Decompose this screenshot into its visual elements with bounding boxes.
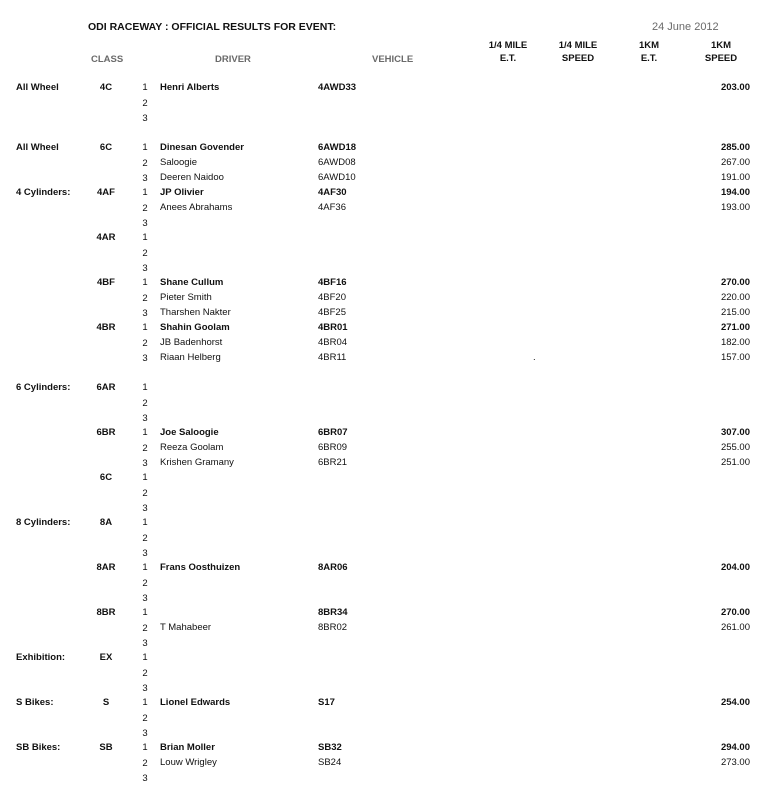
km-speed-value: 273.00: [720, 757, 750, 768]
vehicle-code: 8BR34: [318, 607, 348, 618]
vehicle-code: S17: [318, 697, 335, 708]
class-code: 4C: [99, 82, 113, 93]
position: 3: [142, 308, 148, 319]
class-code: 8BR: [96, 607, 116, 618]
column-header-line: E.T.: [640, 53, 658, 64]
class-code: 8A: [99, 517, 113, 528]
driver-name: Shane Cullum: [160, 277, 224, 288]
vehicle-code: 8BR02: [318, 622, 348, 633]
driver-name: Henri Alberts: [160, 82, 220, 93]
position: 2: [142, 203, 148, 214]
class-code: EX: [99, 652, 113, 663]
vehicle-code: SB32: [318, 742, 342, 753]
event-date: 24 June 2012: [652, 21, 719, 33]
driver-name: Riaan Helberg: [160, 352, 221, 363]
position: 3: [142, 353, 148, 364]
column-header-quarter-mile-et: [477, 39, 539, 65]
position: 3: [142, 173, 148, 184]
class-code: S: [102, 697, 110, 708]
column-header-class: CLASS: [91, 54, 124, 65]
class-code: 4AR: [96, 232, 116, 243]
class-code: 8AR: [96, 562, 116, 573]
driver-name: Brian Moller: [160, 742, 215, 753]
km-speed-value: 255.00: [720, 442, 750, 453]
column-header-line: SPEED: [704, 53, 738, 64]
driver-name: Dinesan Govender: [160, 142, 244, 153]
km-speed-value: 267.00: [720, 157, 750, 168]
page-title: ODI RACEWAY : OFFICIAL RESULTS FOR EVENT:: [88, 21, 337, 33]
vehicle-code: 4BF25: [318, 307, 346, 318]
km-speed-value: 285.00: [720, 142, 750, 153]
km-speed-value: 193.00: [720, 202, 750, 213]
km-speed-value: 254.00: [720, 697, 750, 708]
class-code: 6BR: [96, 427, 116, 438]
position: 1: [142, 742, 148, 753]
driver-name: Anees Abrahams: [160, 202, 233, 213]
driver-name: Frans Oosthuizen: [160, 562, 241, 573]
vehicle-code: 6BR21: [318, 457, 348, 468]
position: 3: [142, 773, 148, 784]
category-label: S Bikes:: [16, 697, 54, 708]
position: 2: [142, 398, 148, 409]
column-header-line: SPEED: [561, 53, 595, 64]
vehicle-code: 6BR09: [318, 442, 348, 453]
column-header-line: 1/4 MILE: [488, 40, 528, 51]
vehicle-code: 4BR11: [318, 352, 347, 363]
vehicle-code: 6AWD10: [318, 172, 356, 183]
position: 3: [142, 728, 148, 739]
position: 1: [142, 517, 148, 528]
position: 2: [142, 578, 148, 589]
column-header-line: 1KM: [710, 40, 732, 51]
position: 3: [142, 638, 148, 649]
position: 3: [142, 548, 148, 559]
position: 1: [142, 142, 148, 153]
class-code: 4BF: [97, 277, 115, 288]
column-header-quarter-mile-speed: [547, 39, 609, 65]
position: 2: [142, 158, 148, 169]
vehicle-code: 8AR06: [318, 562, 348, 573]
position: 1: [142, 652, 148, 663]
driver-name: Krishen Gramany: [160, 457, 234, 468]
category-label: 8 Cylinders:: [16, 517, 71, 528]
driver-name: Lionel Edwards: [160, 697, 231, 708]
category-label: SB Bikes:: [16, 742, 61, 753]
driver-name: Pieter Smith: [160, 292, 212, 303]
position: 2: [142, 488, 148, 499]
km-speed-value: 182.00: [720, 337, 750, 348]
driver-name: Shahin Goolam: [160, 322, 230, 333]
position: 2: [142, 443, 148, 454]
km-speed-value: 194.00: [720, 187, 750, 198]
position: 1: [142, 277, 148, 288]
driver-name: Saloogie: [160, 157, 197, 168]
position: 1: [142, 232, 148, 243]
driver-name: Tharshen Nakter: [160, 307, 231, 318]
position: 1: [142, 322, 148, 333]
position: 2: [142, 293, 148, 304]
class-code: 4AF: [97, 187, 115, 198]
km-speed-value: 270.00: [720, 277, 750, 288]
km-speed-value: 215.00: [720, 307, 750, 318]
km-speed-value: 191.00: [720, 172, 750, 183]
column-header-line: E.T.: [499, 53, 517, 64]
class-code: 6C: [99, 472, 113, 483]
position: 2: [142, 623, 148, 634]
position: 3: [142, 458, 148, 469]
column-header-vehicle: VEHICLE: [372, 54, 414, 65]
position: 3: [142, 218, 148, 229]
class-code: 6C: [99, 142, 113, 153]
km-speed-value: 271.00: [720, 322, 750, 333]
km-speed-value: 251.00: [720, 457, 750, 468]
position: 2: [142, 533, 148, 544]
position: 3: [142, 683, 148, 694]
km-speed-value: 307.00: [720, 427, 750, 438]
position: 1: [142, 607, 148, 618]
category-label: Exhibition:: [16, 652, 66, 663]
driver-name: Deeren Naidoo: [160, 172, 224, 183]
vehicle-code: 6AWD08: [318, 157, 356, 168]
km-speed-value: 220.00: [720, 292, 750, 303]
driver-name: T Mahabeer: [160, 622, 212, 633]
vehicle-code: 4AF36: [318, 202, 346, 213]
vehicle-code: 4BF16: [318, 277, 347, 288]
vehicle-code: 4AF30: [318, 187, 347, 198]
driver-name: Joe Saloogie: [160, 427, 219, 438]
column-header-km-speed: [693, 39, 749, 65]
position: 2: [142, 248, 148, 259]
position: 2: [142, 713, 148, 724]
class-code: SB: [99, 742, 113, 753]
position: 3: [142, 113, 148, 124]
position: 2: [142, 758, 148, 769]
position: 1: [142, 562, 148, 573]
km-speed-value: 203.00: [720, 82, 750, 93]
position: 2: [142, 98, 148, 109]
driver-name: Louw Wrigley: [160, 757, 217, 768]
position: 1: [142, 382, 148, 393]
position: 1: [142, 427, 148, 438]
vehicle-code: 4BR04: [318, 337, 348, 348]
category-label: All Wheel: [16, 142, 59, 153]
category-label: 6 Cylinders:: [16, 382, 71, 393]
position: 1: [142, 82, 148, 93]
column-header-driver: DRIVER: [215, 54, 251, 65]
km-speed-value: 294.00: [720, 742, 750, 753]
category-label: 4 Cylinders:: [16, 187, 71, 198]
vehicle-code: 4BF20: [318, 292, 346, 303]
vehicle-code: 4AWD33: [318, 82, 357, 93]
column-header-line: 1/4 MILE: [558, 40, 598, 51]
km-speed-value: 204.00: [720, 562, 750, 573]
position: 1: [142, 697, 148, 708]
vehicle-code: 4BR01: [318, 322, 348, 333]
class-code: 6AR: [96, 382, 116, 393]
speed-mark: .: [533, 352, 536, 363]
driver-name: JB Badenhorst: [160, 337, 223, 348]
position: 3: [142, 503, 148, 514]
km-speed-value: 157.00: [720, 352, 750, 363]
driver-name: JP Olivier: [160, 187, 204, 198]
km-speed-value: 261.00: [720, 622, 750, 633]
driver-name: Reeza Goolam: [160, 442, 224, 453]
position: 1: [142, 472, 148, 483]
column-header-line: 1KM: [638, 40, 660, 51]
position: 3: [142, 413, 148, 424]
position: 2: [142, 668, 148, 679]
position: 1: [142, 187, 148, 198]
km-speed-value: 270.00: [720, 607, 750, 618]
column-header-km-et: [622, 39, 676, 65]
vehicle-code: 6AWD18: [318, 142, 357, 153]
class-code: 4BR: [96, 322, 116, 333]
vehicle-code: SB24: [318, 757, 342, 768]
position: 2: [142, 338, 148, 349]
position: 3: [142, 593, 148, 604]
vehicle-code: 6BR07: [318, 427, 348, 438]
position: 3: [142, 263, 148, 274]
category-label: All Wheel: [16, 82, 59, 93]
